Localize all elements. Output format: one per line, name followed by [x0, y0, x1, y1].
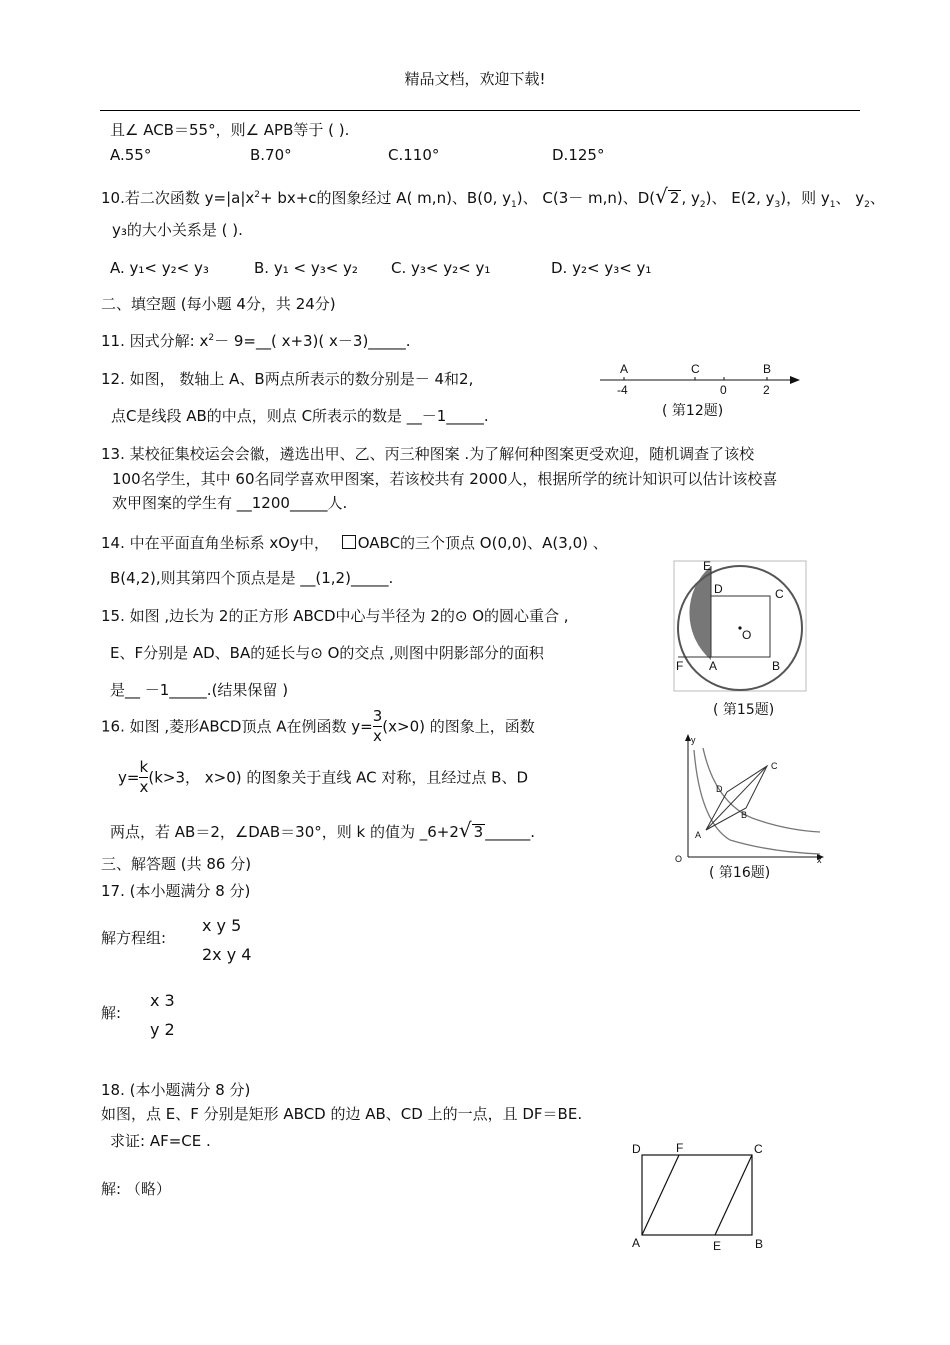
q10-line2: y₃的大小关系是 ( ). — [112, 221, 243, 239]
sqrt-sign: √ — [458, 818, 472, 842]
q16-line2a: y= — [118, 768, 140, 787]
q16-sqrt-value: 3 — [473, 823, 484, 841]
q16-line1a: 16. 如图 ,菱形ABCD顶点 A在例函数 y= — [101, 717, 373, 736]
q10-choice-c: C. y₃< y₂< y₁ — [391, 259, 491, 277]
q15-line3: 是__ －1_____.(结果保留 ) — [110, 681, 289, 699]
q17-equation-1: x y 5 — [202, 916, 242, 935]
q9-stem: 且∠ ACB＝55°，则∠ APB等于 ( ). — [110, 121, 350, 139]
number-line-arrow — [790, 376, 800, 384]
label-o: O — [742, 628, 752, 642]
label-b: B — [755, 1237, 764, 1251]
q18-solution: 解: （略） — [101, 1180, 171, 1198]
q16-line2 — [118, 759, 528, 797]
q18-rectangle-figure — [628, 1140, 773, 1255]
label-e: E — [713, 1239, 722, 1253]
q13-line1: 13. 某校征集校运会会徽，遴选出甲、乙、丙三种图案 .为了解何种图案更受欢迎，随机调查了该校 — [101, 445, 755, 463]
q14-line2: B(4,2),则其第四个顶点是是 __(1,2)_____. — [110, 569, 394, 587]
q17-title: 17. (本小题满分 8 分) — [101, 882, 251, 900]
q17-equation-2: 2x y 4 — [202, 945, 252, 964]
q12-line2: 点C是线段 AB的中点，则点 C所表示的数是 __－1_____. — [111, 407, 489, 425]
q9-choice-c: C.110° — [388, 146, 440, 164]
q10-choice-d: D. y₂< y₃< y₁ — [551, 259, 652, 277]
q10-part7: 、 y — [835, 189, 865, 207]
label-zero: 0 — [720, 383, 727, 397]
label-d: D — [632, 1142, 641, 1156]
label-c: C — [775, 587, 784, 601]
label-b: B — [741, 810, 748, 820]
label-y: y — [691, 735, 696, 745]
q12-number-line-figure — [596, 360, 806, 400]
q17-solution-label: 解: — [101, 1004, 122, 1022]
label-x: x — [817, 855, 822, 865]
q17-solution-y: y 2 — [150, 1020, 175, 1039]
q16-hyperbola-rhombus-figure — [670, 732, 830, 867]
q10-part1: 10.若二次函数 y=|a|x — [101, 189, 255, 207]
q11-text-a: 11. 因式分解: x — [101, 332, 209, 350]
label-a: A — [632, 1236, 641, 1250]
label-c: C — [691, 362, 700, 376]
q16-line2b: (k>3， x>0) 的图象关于直线 AC 对称，且经过点 B、D — [148, 768, 528, 787]
q15-circle-square-figure — [672, 560, 808, 692]
q10-part5: )、 E(2, y — [705, 189, 775, 207]
q14-line1b: OABC的三个顶点 O(0,0)、A(3,0) 、 — [357, 534, 608, 552]
q16-line3 — [110, 820, 535, 840]
label-e: E — [703, 559, 712, 573]
label-two: 2 — [763, 383, 770, 397]
label-d: D — [714, 582, 723, 596]
q10-part2: + bx+c的图象经过 A( m,n)、B(0, y — [259, 189, 512, 207]
header-divider — [100, 110, 860, 111]
q12-line1: 12. 如图， 数轴上 A、B两点所表示的数分别是－ 4和2, — [101, 370, 474, 388]
label-o: O — [675, 854, 683, 864]
q16-line1 — [101, 708, 535, 746]
q11-text-b: － 9=__( x+3)( x－3)_____. — [214, 332, 411, 350]
q15-caption: ( 第15题) — [713, 702, 775, 718]
q9-choice-a: A.55° — [110, 146, 152, 164]
label-a: A — [620, 362, 629, 376]
q9-choice-d: D.125° — [552, 146, 605, 164]
frac1-numerator: 3 — [372, 707, 383, 725]
q18-line2: 求证: AF=CE . — [110, 1132, 211, 1150]
q10-part6: )，则 y — [780, 189, 830, 207]
q10-choice-b: B. y₁ < y₃< y₂ — [254, 259, 358, 277]
q15-line1: 15. 如图 ,边长为 2的正方形 ABCD中心与半径为 2的⊙ O的圆心重合 , — [101, 607, 569, 625]
parallelogram-symbol — [342, 535, 356, 549]
q18-title: 18. (本小题满分 8 分) — [101, 1081, 251, 1099]
q10-part4: , y — [681, 189, 700, 207]
q9-choice-b: B.70° — [250, 146, 292, 164]
q10-choice-a: A. y₁< y₂< y₃ — [110, 259, 209, 277]
q16-caption: ( 第16题) — [709, 865, 771, 881]
q10-line1: 10.若二次函数 $y=|a|x^2+ bx+c$的图象经过 A( m,n)、B(0, $y_1$)、 C(3－ m,n)、D(√ 2 , $y_2$)、 E(2, $y_3$)，则 $y_1$、 $y_2$、 — [101, 184, 885, 210]
frac2-numerator: k — [139, 758, 149, 776]
q17-solution-x: x 3 — [150, 991, 175, 1010]
q13-line2: 100名学生，其中 60名同学喜欢甲图案，若该校共有 2000人，根据所学的统计知识可以估计该校喜 — [112, 470, 778, 488]
section3-title: 三、解答题 (共 86 分) — [101, 855, 252, 873]
q11-text: 11. 因式分解: $x^2-$ 9=__( x+3)( x－3)_____. — [101, 332, 411, 350]
page-header-title: 精品文档，欢迎下载! — [404, 70, 546, 88]
label-c: C — [771, 761, 778, 771]
sqrt-sign: √ — [655, 184, 668, 208]
q18-line1: 如图，点 E、F 分别是矩形 ABCD 的边 AB、CD 上的一点，且 DF＝BE. — [101, 1105, 583, 1123]
q16-line3b: ______. — [485, 823, 535, 841]
label-b: B — [772, 659, 781, 673]
q12-caption: ( 第12题) — [662, 403, 724, 419]
q16-fraction-3-over-x — [373, 708, 383, 746]
q10-sqrt-value: 2 — [669, 189, 680, 207]
label-a: A — [695, 830, 702, 840]
q16-fraction-k-over-x — [139, 759, 148, 797]
curve-3-over-x — [694, 750, 820, 854]
segment-ec — [715, 1155, 752, 1235]
q10-part8: 、 — [869, 189, 885, 207]
q16-line3a: 两点，若 AB＝2，∠DAB＝30°，则 k 的值为 _6+2 — [110, 823, 459, 841]
section2-title: 二、填空题 (每小题 4分，共 24分) — [101, 295, 336, 313]
rectangle-abcd — [642, 1155, 752, 1235]
label-f: F — [676, 1141, 684, 1155]
label-f: F — [676, 659, 684, 673]
q17-prompt: 解方程组: — [101, 929, 167, 947]
label-a: A — [709, 659, 718, 673]
label-c: C — [754, 1142, 763, 1156]
label-d: D — [716, 784, 723, 794]
q15-line2: E、F分别是 AD、BA的延长与⊙ O的交点 ,则图中阴影部分的面积 — [110, 644, 544, 662]
q16-line1b: (x>0) 的图象上，函数 — [382, 717, 535, 736]
frac2-denominator: x — [139, 778, 149, 797]
q10-part3: )、 C(3－ m,n)、D( — [516, 189, 656, 207]
label-b: B — [763, 362, 772, 376]
q13-line3: 欢甲图案的学生有 __1200_____人. — [112, 494, 348, 512]
q14-line1 — [101, 535, 608, 551]
segment-af — [642, 1155, 679, 1235]
label-neg4: -4 — [617, 383, 628, 397]
q14-line1a: 14. 中在平面直角坐标系 xOy中， — [101, 534, 329, 552]
frac1-denominator: x — [373, 727, 382, 746]
